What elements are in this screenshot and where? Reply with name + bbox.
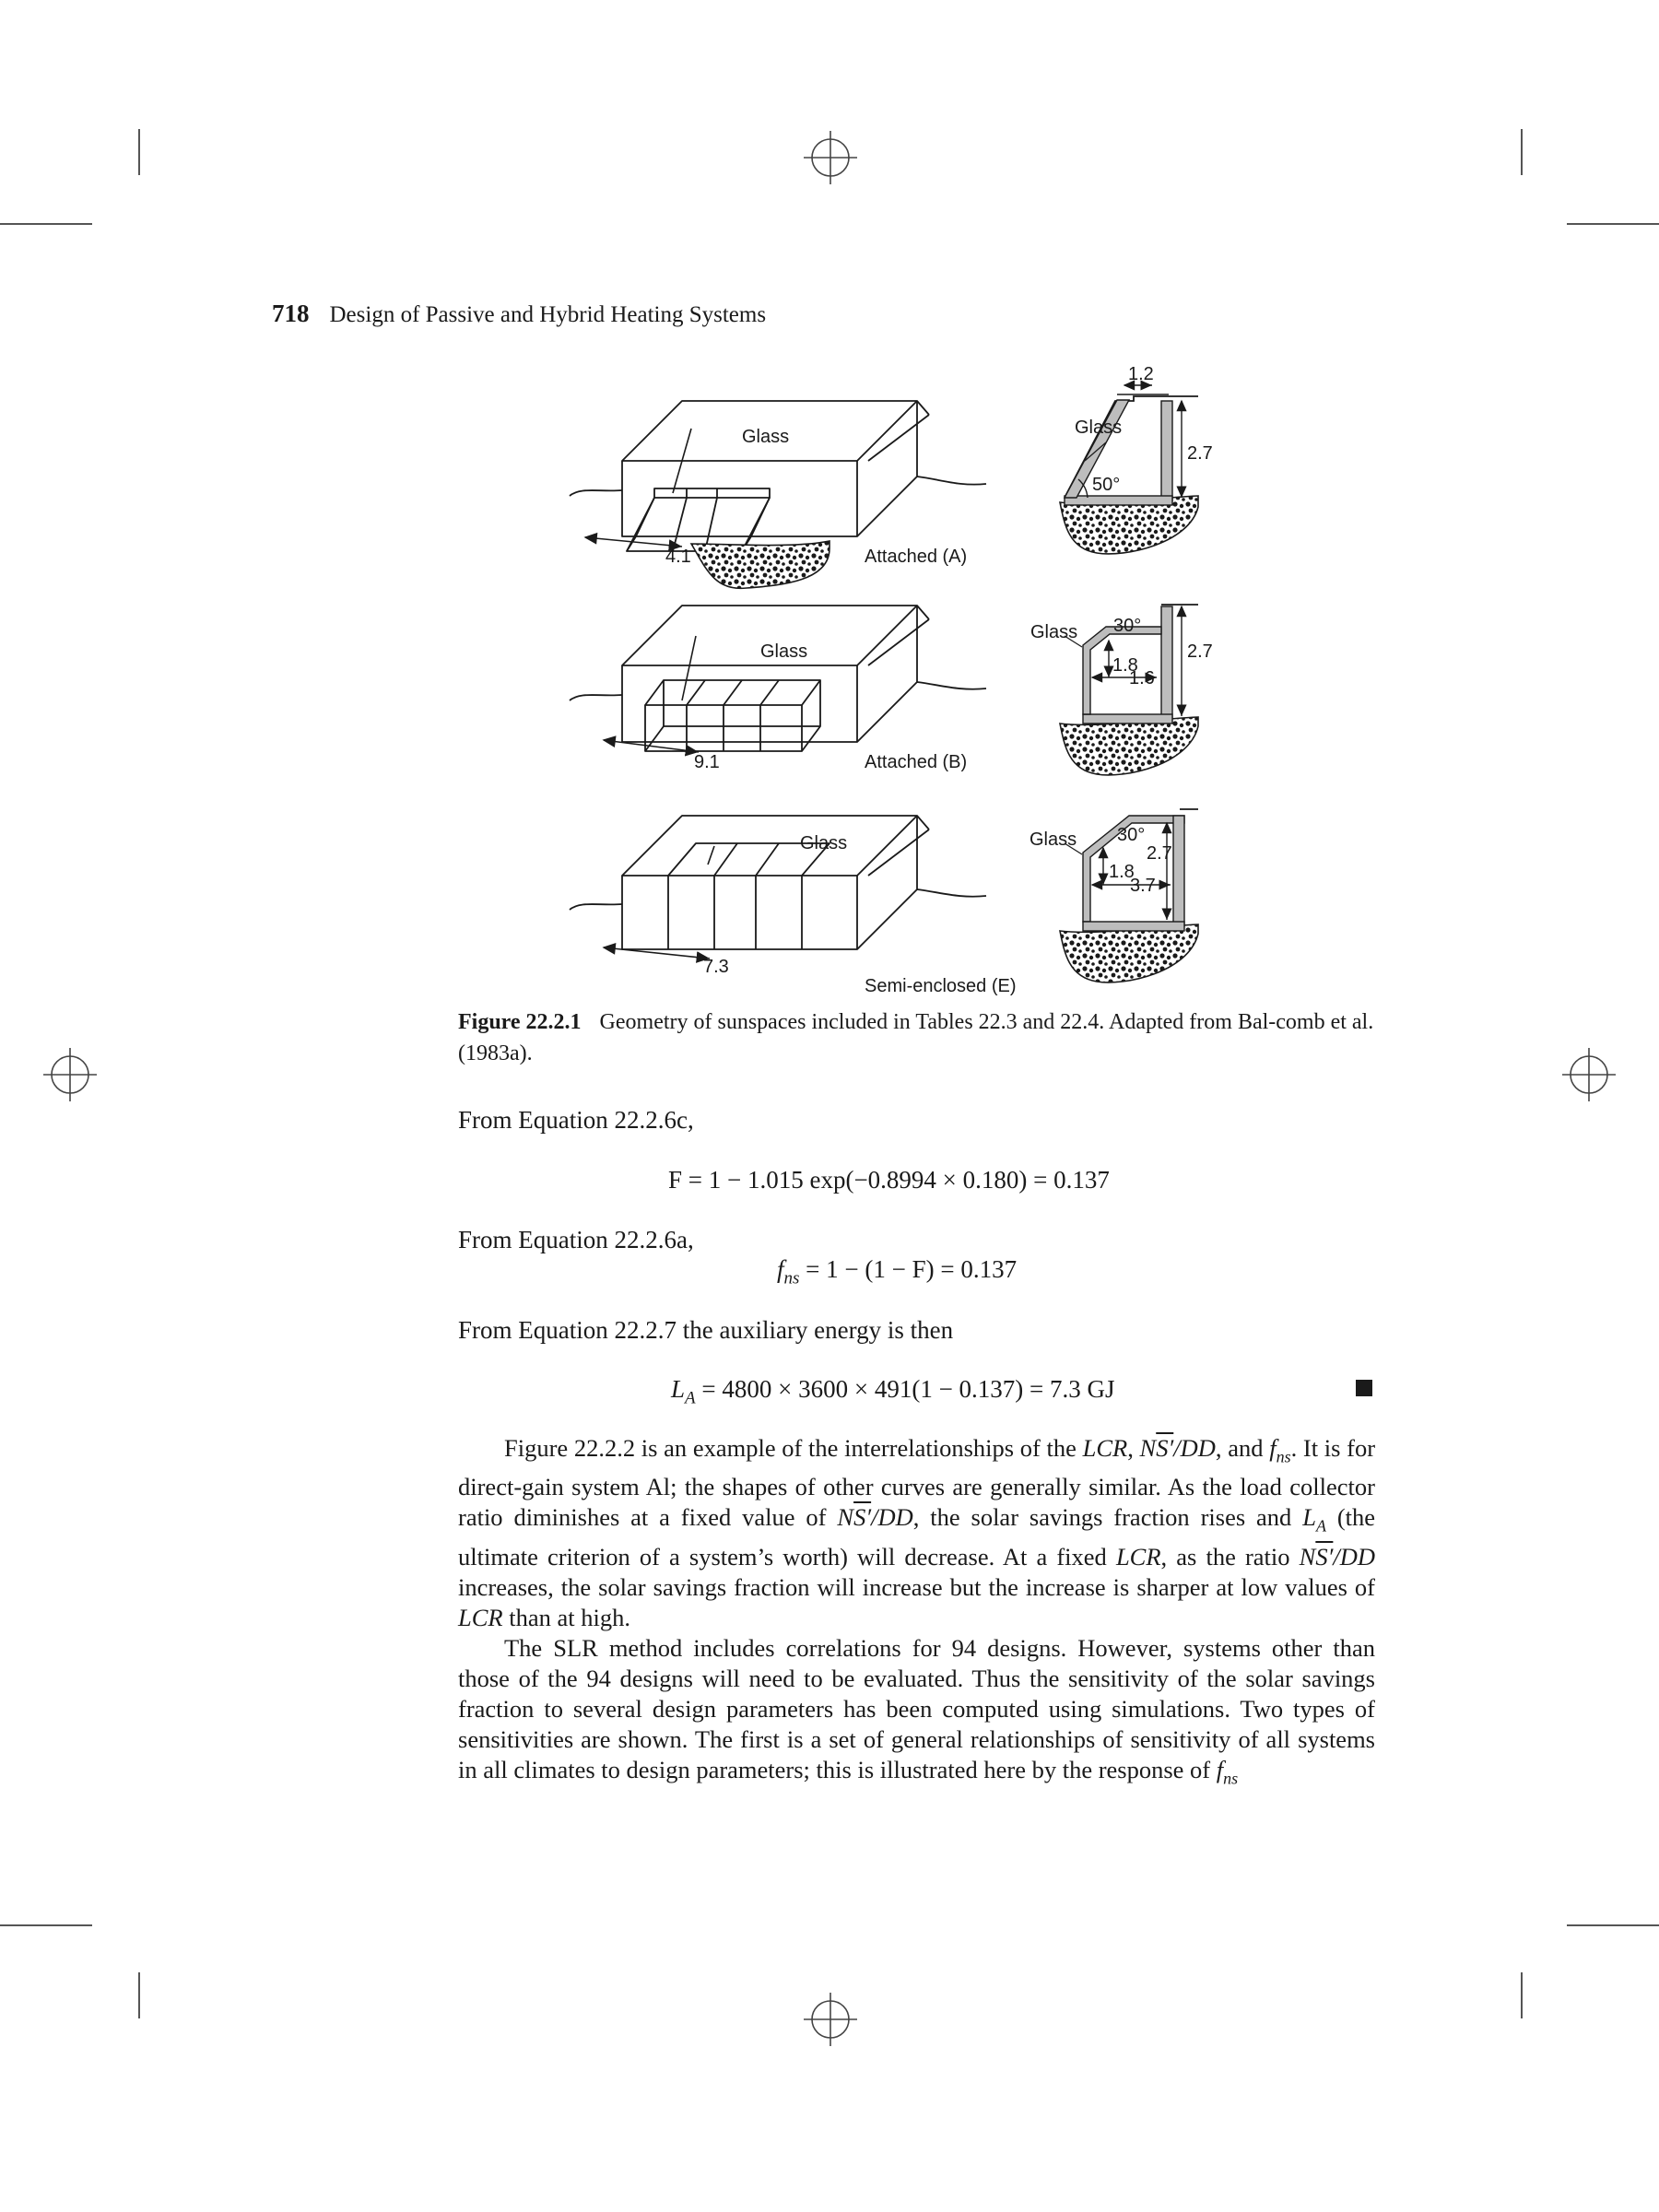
house-b (570, 606, 986, 751)
crop-mark (1567, 223, 1659, 225)
text-line-3: From Equation 22.2.7 the auxiliary energy is then (458, 1316, 954, 1344)
caption-label-b: Attached (B) (865, 752, 968, 772)
crop-mark (0, 1924, 92, 1926)
page-number: 718 (272, 300, 310, 327)
paragraph-1-part-c: , the solar savings fraction rises and (912, 1503, 1292, 1532)
glass-label-a: Glass (742, 427, 790, 447)
section-wall-label-e: 1.8 (1109, 862, 1135, 882)
crop-mark (138, 129, 140, 175)
caption-number: Figure 22.2.1 (458, 1010, 582, 1034)
section-glass-label-e: Glass (1030, 830, 1077, 850)
registration-mark-right (1560, 1046, 1618, 1103)
equation-2-rhs: = 1 − (1 − F) = 0.137 (806, 1255, 1018, 1283)
registration-mark-bottom (802, 1991, 859, 2048)
section-height-label-a: 2.7 (1187, 443, 1213, 464)
text-line-2: From Equation 22.2.6a, (458, 1226, 694, 1253)
figure-caption (458, 1006, 1380, 1069)
section-angle-label-b: 30° (1113, 616, 1142, 636)
width-label-a: 4.1 (665, 547, 691, 567)
section-height-label-e: 2.7 (1147, 843, 1172, 864)
house-a (570, 401, 986, 551)
glass-label-b: Glass (760, 641, 808, 662)
paragraph-1-part-f: increases, the solar savings fraction will increase but the increase is sharper at low values of (458, 1572, 1375, 1601)
sunspace-figure (553, 359, 1290, 1005)
cross-section-a (1060, 385, 1198, 554)
crop-mark (138, 1972, 140, 2018)
paragraph-1: Figure 22.2.2 is an example of the interrelationships of the LCR, NS′/DD, and $f_{ns}$. It is for direct-gain system Al; the shapes of other curves are generally similar. As the load collector ratio diminishes at a fixed value of NS′/DD, the solar savings fraction rises and $L_A$ (the ultimate criterion of a system’s worth) will decrease. At a fixed LCR, as the ratio NS′/DD increases, the solar savings fraction will increase but the increase is sharper at low values of LCR than at high. (458, 1434, 1376, 1631)
registration-mark-top (802, 129, 859, 186)
crop-mark (1567, 1924, 1659, 1926)
body-text (458, 1433, 1375, 1794)
running-head-title: Design of Passive and Hybrid Heating Systems (329, 302, 767, 327)
equation-3-rhs: = 4800 × 3600 × 491(1 − 0.137) = 7.3 GJ (701, 1375, 1115, 1403)
equation-3 (671, 1375, 1115, 1408)
sunspace-diagram (553, 359, 1290, 1005)
paragraph-2: The SLR method includes correlations for 94 designs. However, systems other than those of the 94 designs will need to be evaluated. Thus the sensitivity of the solar savings fraction to several design parameters has been computed using simulations. Two types of sensitivities are shown. The first is a set of general relationships of sensitivity of all systems in all climates to design parameters; this is illustrated here by the response of $f_{ns}$ (458, 1633, 1375, 1787)
equation-2 (777, 1255, 1017, 1288)
section-angle-label-a: 50° (1092, 475, 1121, 495)
paragraph-1-part-b: is for direct-gain system Al; the shapes of other curves are generally similar. As the load collector ratio diminishes at a fixed value of (458, 1434, 1376, 1532)
paragraph-2-text: The SLR method includes correlations for 94 designs. However, systems other than those of the 94 designs will need to be evaluated. Thus the sensitivity of the solar savings fraction to several design parameters has been computed using simulations. Two types of sensitivities are shown. The first is a set of general relationships of sensitivity of all systems in all climates to design parameters; this is illustrated here by the response of (458, 1633, 1375, 1783)
caption-label-e: Semi-enclosed (E) (865, 976, 1017, 996)
section-a (691, 541, 830, 588)
end-of-example-square (1356, 1380, 1372, 1396)
paragraph-1-part-a: Figure 22.2.2 is an example of the interrelationships of the (504, 1434, 1077, 1462)
crop-mark (0, 223, 92, 225)
registration-mark-left (41, 1046, 99, 1103)
equation-1: F = 1 − 1.015 exp(−0.8994 × 0.180) = 0.137 (668, 1166, 1110, 1194)
section-glass-label-a: Glass (1075, 418, 1123, 438)
text-line-1: From Equation 22.2.6c, (458, 1106, 694, 1134)
paragraph-1-part-g: than at high. (509, 1603, 630, 1631)
caption-label-a: Attached (A) (865, 547, 968, 567)
crop-mark (1521, 129, 1523, 175)
width-label-e: 7.3 (703, 957, 729, 977)
glass-label-e: Glass (800, 833, 848, 853)
house-e (570, 816, 986, 949)
equation-3-lhs: $L_A$ (671, 1375, 696, 1408)
section-angle-label-e: 30° (1117, 825, 1146, 845)
crop-mark (1521, 1972, 1523, 2018)
section-top-label-a: 1.2 (1128, 364, 1154, 384)
paragraph-1-part-e: , as the ratio (1160, 1542, 1290, 1571)
paragraph-1-part-d: (the ultimate criterion of a system’s worth) will decrease. At a fixed (458, 1503, 1376, 1571)
caption-text: Geometry of sunspaces included in Tables 22.3 and 22.4. Adapted from Bal-comb et al. (1983a). (458, 1010, 1374, 1065)
section-wall-label-b: 1.8 (1112, 655, 1138, 676)
equation-2-lhs: $f_{ns}$ (777, 1255, 800, 1288)
width-label-b: 9.1 (694, 752, 720, 772)
running-head (272, 300, 766, 328)
section-depth-label-e: 3.7 (1130, 876, 1156, 896)
section-height-label-b: 2.7 (1187, 641, 1213, 662)
section-glass-label-b: Glass (1030, 622, 1078, 642)
section-depth-label-b: 1.6 (1129, 668, 1155, 688)
